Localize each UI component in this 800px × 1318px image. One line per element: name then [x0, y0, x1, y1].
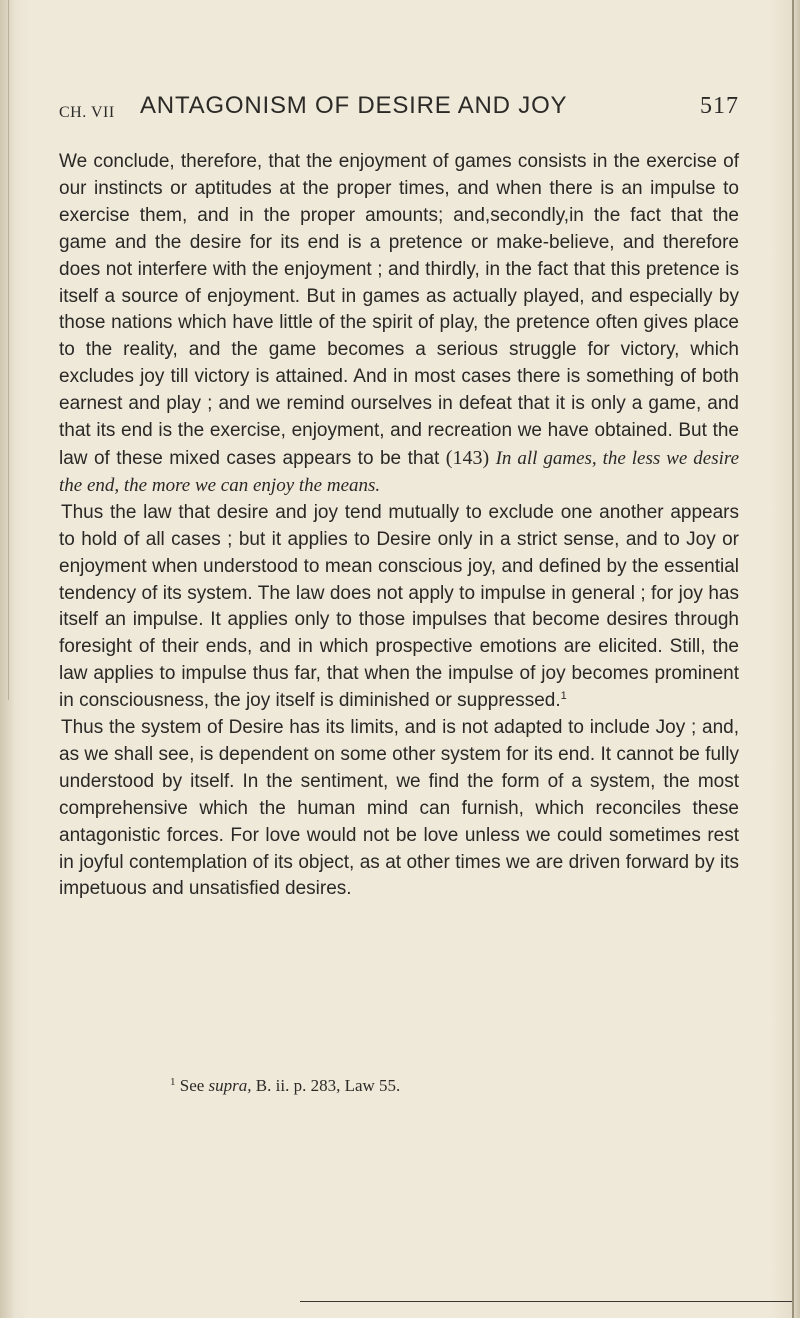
footnote-citation: B. ii. p. 283, Law 55.	[255, 1076, 401, 1095]
running-header	[59, 92, 739, 132]
law-number: (143)	[445, 446, 490, 469]
page-gutter-line	[8, 0, 9, 700]
page-number: 517	[700, 93, 739, 119]
page-right-edge-line	[792, 0, 794, 1318]
paragraph-law-scope	[59, 500, 739, 715]
footnote-reference[interactable]: 1	[560, 690, 567, 703]
footnote-italic: supra,	[208, 1076, 252, 1095]
footnote-marker: 1	[170, 1076, 176, 1088]
body-text	[59, 149, 739, 903]
paragraph-games-text: We conclude, therefore, that the enjoyment of games consists in the exercise of our instincts or aptitudes at the proper times, and when there is an impulse to exercise them, and in the proper amounts; and,secondly,in the fact that the game and the desire for its end is a pretence or make-believe, and therefore does not interfere with the enjoyment ; and thirdly, in the fact that this pretence is itself a source of enjoyment. But in games as actually played, and especially by those nations which have little of the spirit of play, the pretence often gives place to the reality, and the game becomes a serious struggle for victory, which excludes joy till victory is attained. And in most cases there is something of both earnest and play ; and we remind ourselves in defeat that it is only a game, and that its end is the exercise, enjoyment, and recreation we have obtained. But the law of these mixed cases appears to be that	[59, 151, 739, 469]
law-statement: In all games, the less we desire the end, the more we can enjoy the means.	[59, 447, 740, 496]
chapter-label: CH. VII	[59, 104, 115, 121]
paragraph-law-scope-text: Thus the law that desire and joy tend mutually to exclude one another appears to hold of all cases ; but it applies to Desire only in a strict sense, and to Joy or enjoyment when understood to mean conscious joy, and defined by the essential tendency of its system. The law does not apply to impulse in general ; for joy has itself an impulse. It applies only to those impulses that become desires through foresight of their ends, and in which prospective emotions are elicited. Still, the law applies to impulse thus far, that when the impulse of joy becomes prominent in consciousness, the joy itself is diminished or suppressed.	[59, 501, 739, 712]
footnote	[170, 1076, 400, 1096]
paragraph-system-of-desire	[59, 715, 739, 903]
paragraph-games	[59, 149, 739, 500]
footnote-prefix: See	[179, 1076, 205, 1095]
page-gutter-edge	[0, 0, 14, 1318]
paragraph-system-of-desire-text: Thus the system of Desire has its limits, and is not adapted to include Joy ; and, as we shall see, is dependent on some other system for its end. It cannot be fully understood by itself. In the sentiment, we find the form of a system, the most comprehensive which the human mind can furnish, which reconciles these antagonistic forces. For love would not be love unless we could sometimes rest in joyful contemplation of its object, as at other times we are driven forward by its impetuous and unsatisfied desires.	[59, 717, 739, 900]
running-title: ANTAGONISM OF DESIRE AND JOY	[140, 92, 568, 119]
page-bottom-edge-line	[300, 1301, 792, 1302]
